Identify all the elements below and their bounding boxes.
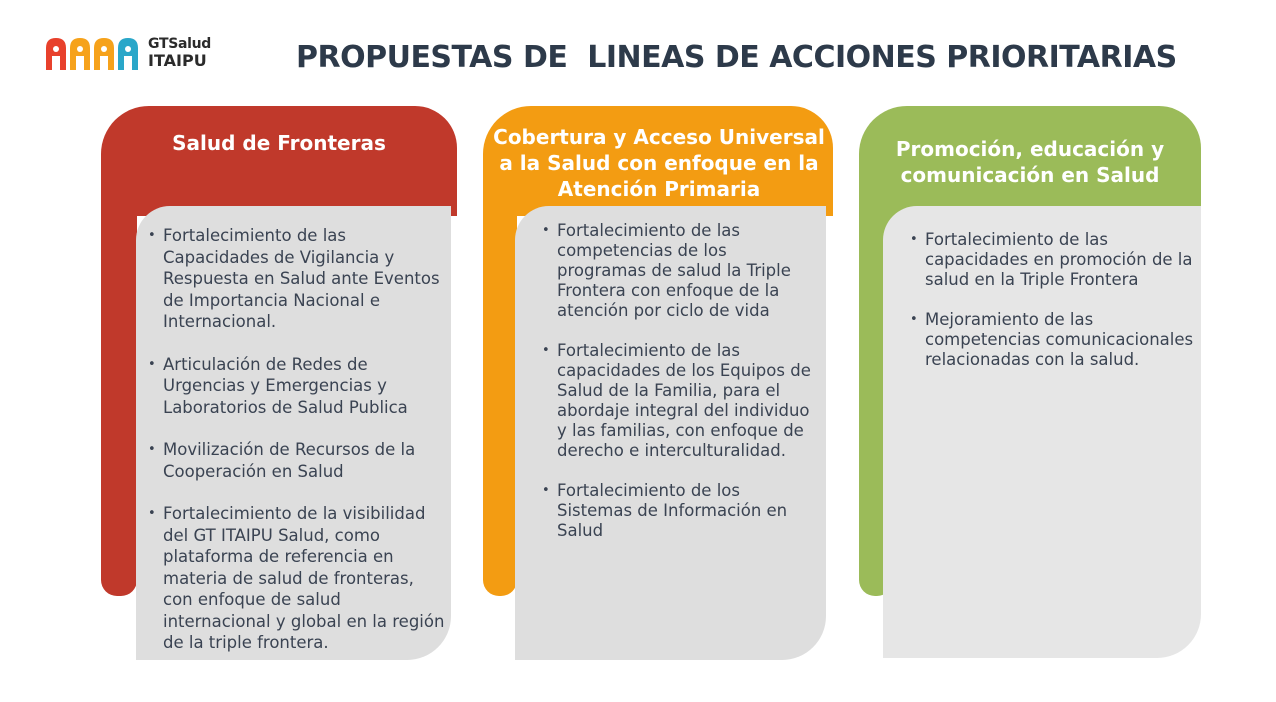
logo-text-gtsalud: GTSalud xyxy=(148,36,212,52)
gtsalud-itaipu-logo xyxy=(44,36,214,74)
logo-text-itaipu: ITAIPU xyxy=(148,51,207,70)
list-item: • Mejoramiento de las competencias comunicacionales relacionadas con la salud. xyxy=(910,310,1198,370)
people-figures-icon xyxy=(44,36,144,72)
list-item: • Fortalecimiento de los Sistemas de Información en Salud xyxy=(542,481,814,541)
column-header-title: Cobertura y Acceso Universal a la Salud con enfoque en la Atención Primaria xyxy=(493,125,825,201)
column-cobertura-acceso-universal xyxy=(483,106,843,666)
list-item: • Articulación de Redes de Urgencias y Emergencias y Laboratorios de Salud Publica xyxy=(148,354,448,419)
column-promocion-educacion-comunicacion xyxy=(859,106,1209,666)
list-item: • Fortalecimiento de las capacidades de los Equipos de Salud de la Familia, para el abordaje integral del individuo y las familias, con enfoque de derecho e interculturalidad. xyxy=(542,341,814,461)
column-side-band xyxy=(101,214,137,596)
list-item: • Fortalecimiento de las capacidades en promoción de la salud en la Triple Frontera xyxy=(910,230,1198,290)
column-salud-de-fronteras xyxy=(101,106,461,666)
list-item: • Movilización de Recursos de la Cooperación en Salud xyxy=(148,439,448,482)
column-items-list xyxy=(910,230,1198,390)
column-header-title: Promoción, educación y comunicación en Salud xyxy=(895,137,1165,187)
column-items-list xyxy=(542,221,814,561)
list-item: • Fortalecimiento de las Capacidades de Vigilancia y Respuesta en Salud ante Eventos de Importancia Nacional e Internacional. xyxy=(148,225,448,333)
list-item: • Fortalecimiento de las competencias de los programas de salud la Triple Frontera con enfoque de la atención por ciclo de vida xyxy=(542,221,814,321)
column-side-band xyxy=(483,214,517,596)
column-items-list xyxy=(148,225,448,675)
column-header-title: Salud de Fronteras xyxy=(172,131,386,155)
list-item: • Fortalecimiento de la visibilidad del GT ITAIPU Salud, como plataforma de referencia en materia de salud de fronteras, con enfoque de salud internacional y global en la región de la triple frontera. xyxy=(148,503,448,654)
page-title: PROPUESTAS DE LINEAS DE ACCIONES PRIORITARIAS xyxy=(296,40,1177,75)
